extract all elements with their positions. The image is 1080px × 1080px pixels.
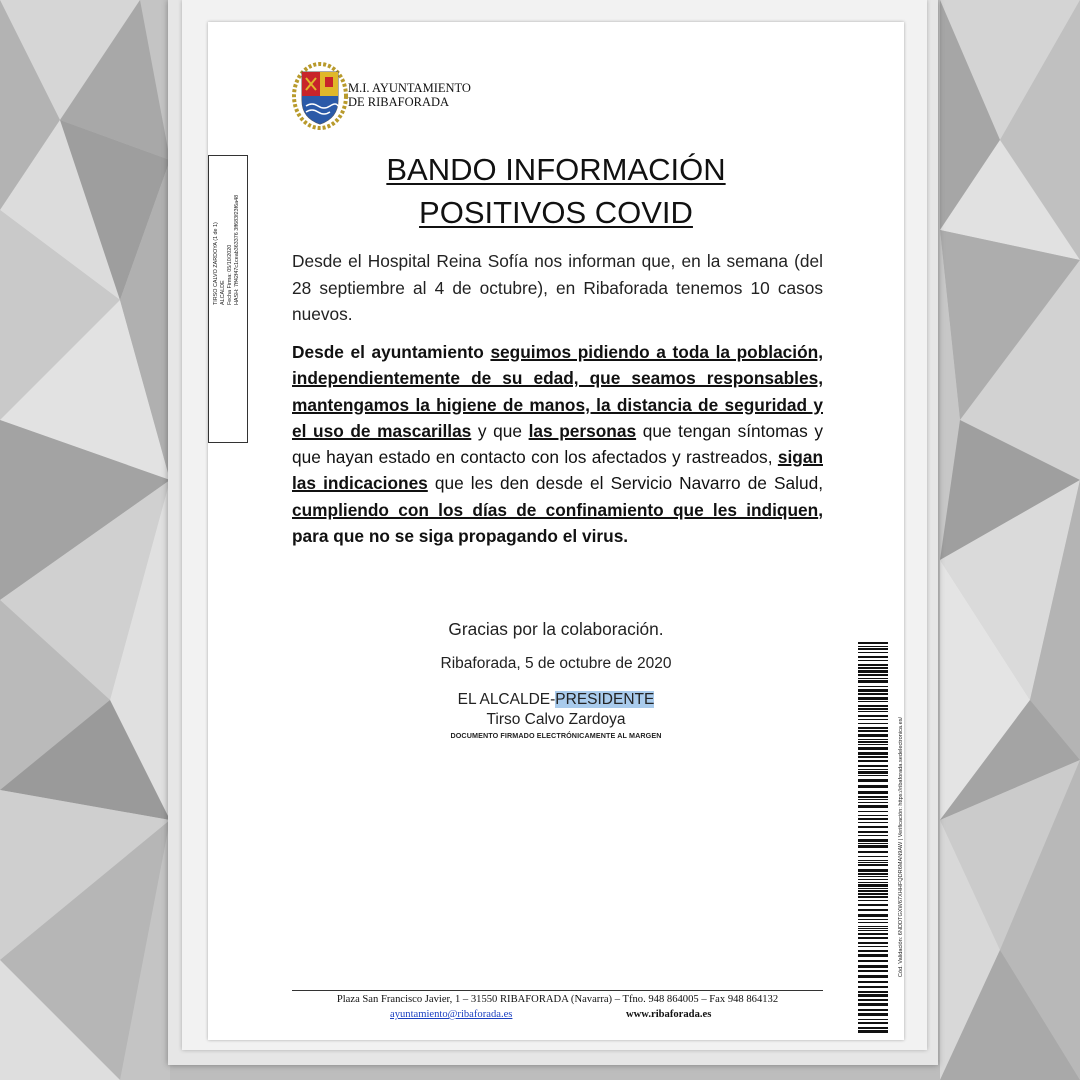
signer-role <box>208 690 904 710</box>
footer-website: www.ribaforada.es <box>626 1009 712 1020</box>
title-line-1: BANDO INFORMACIÓN <box>386 152 726 187</box>
paragraph-hospital-info: Desde el Hospital Reina Sofía nos informan que, en la semana (del 28 septiembre al 4 de octubre), en Ribaforada tenemos 10 casos nuevos. <box>292 251 823 324</box>
signed-note: DOCUMENTO FIRMADO ELECTRÓNICAMENTE AL MARGEN <box>450 731 662 740</box>
p2-segment-7: que les den desde el Servicio Navarro de Salud, <box>427 473 823 494</box>
p2-segment-6: sigan las indicaciones <box>292 447 823 494</box>
footer-divider <box>292 990 823 991</box>
document-title <box>208 148 904 234</box>
signer-name: Tirso Calvo Zardoya <box>486 711 626 728</box>
p2-segment-4: las personas <box>528 420 637 441</box>
p2-segment-5: que tengan síntomas y que hayan estado en contacto con los afectados y rastreados, <box>292 420 823 468</box>
org-line-2: DE RIBAFORADA <box>348 95 450 109</box>
document-page <box>208 22 904 1040</box>
footer-email-link[interactable]: ayuntamiento@ribaforada.es <box>390 1009 513 1020</box>
organization-name <box>348 81 471 109</box>
stamp-line-1: TIRSO CALVO ZARDOYA (1 de 1) <box>213 222 219 305</box>
stamp-line-2: ALCALDE <box>220 280 226 305</box>
stamp-line-3: Fecha Firma: 05/10/2020 <box>227 244 233 305</box>
p2-segment-3: y que <box>471 420 529 441</box>
footer-address: Plaza San Francisco Javier, 1 – 31550 RIBAFORADA (Navarra) – Tfno. 948 864005 – Fax 948 864132 <box>336 994 779 1005</box>
role-prefix: EL ALCALDE- <box>457 691 556 708</box>
p2-segment-9: , para que no se siga propagando el virus. <box>292 499 823 547</box>
date-line: Ribaforada, 5 de octubre de 2020 <box>440 655 672 672</box>
p2-segment-8: cumpliendo con los días de confinamiento que les indiquen <box>292 499 819 520</box>
thanks-line: Gracias por la colaboración. <box>448 619 664 639</box>
barcode-icon <box>858 642 888 1034</box>
coat-of-arms-icon <box>292 62 348 130</box>
title-line-2: POSITIVOS COVID <box>419 195 693 230</box>
p2-segment-2: seguimos pidiendo a toda la población, independientemente de su edad, que seamos responsables, mantengamos la higiene de manos, la distancia de seguridad y el uso de mascarillas <box>292 342 824 441</box>
stamp-line-4: HASH: 7ff42f47c1ceab363376 3ff683f23f6a48 <box>234 194 240 305</box>
verification-text: Cód. Validación: 6NDDTGXW67XHHFQDR6MAN9AW | Verificación: https://ribaforada.sedelectronica.es/ <box>898 716 904 978</box>
org-line-1: M.I. AYUNTAMIENTO <box>348 81 471 95</box>
p2-segment-1: Desde el ayuntamiento <box>292 342 491 362</box>
paragraph-council-request <box>292 339 823 549</box>
role-highlight: PRESIDENTE <box>555 691 655 708</box>
